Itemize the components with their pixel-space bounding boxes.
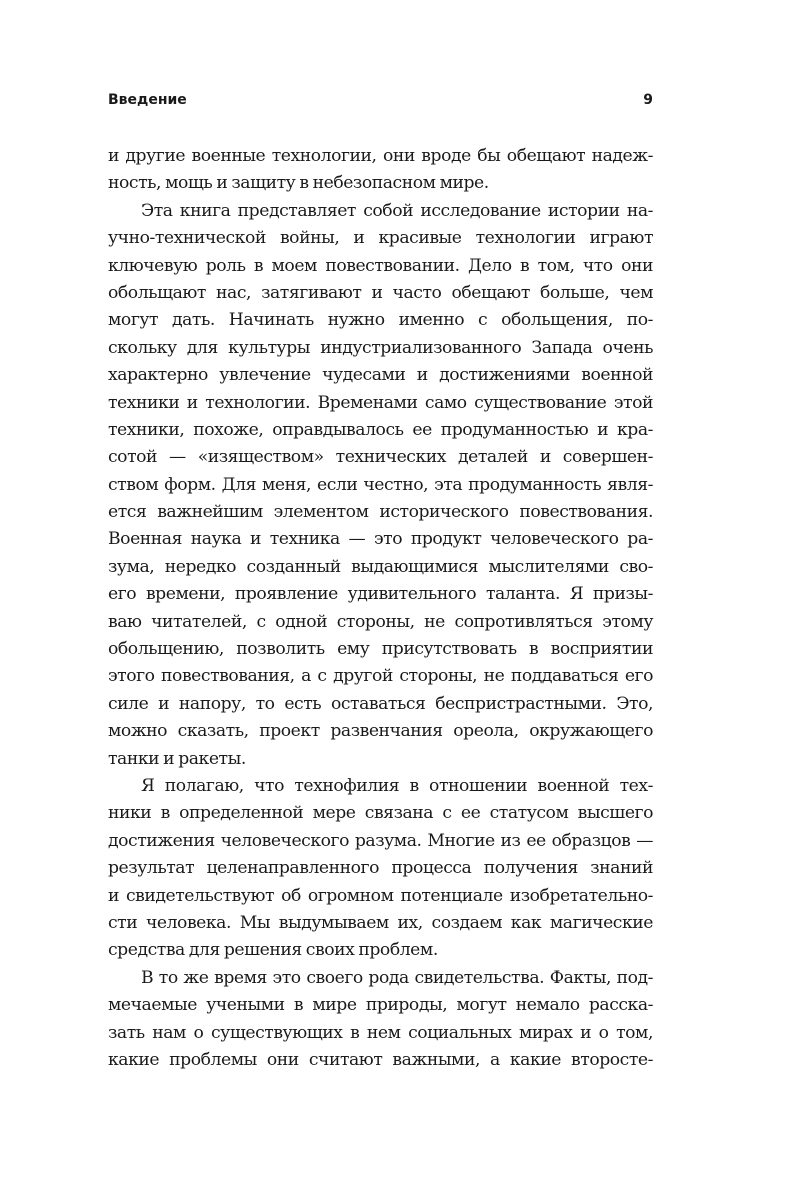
text-line: Военная наука и техника — это продукт человеческого ра- (108, 529, 653, 550)
text-line: достижения человеческого разума. Многие из ее образцов — (108, 830, 653, 851)
text-line: зума, нередко созданный выдающимися мыслителями сво- (108, 556, 653, 577)
text-line: результат целенаправленного процесса получения знаний (108, 858, 653, 879)
text-line: зать нам о существующих в нем социальных мирах и о том, (108, 1022, 653, 1043)
text-line: учно-технической войны, и красивые технологии играют (108, 228, 653, 249)
text-line: ники в определенной мере связана с ее статусом высшего (108, 803, 653, 824)
text-line: и другие военные технологии, они вроде бы обещают надеж- (108, 146, 653, 166)
text-line: скольку для культуры индустриализованного Запада очень (108, 337, 653, 358)
text-line: Я полагаю, что технофилия в отношении военной тех- (141, 775, 653, 796)
text-line: средства для решения своих проблем. (108, 940, 438, 961)
text-line: силе и напору, то есть оставаться беспристрастными. Это, (108, 693, 653, 714)
text-line: мечаемые учеными в мире природы, могут немало расска- (108, 995, 653, 1016)
text-line: ством форм. Для меня, если честно, эта продуманность явля- (108, 474, 653, 495)
text-line: В то же время это своего рода свидетельства. Факты, под- (141, 967, 653, 988)
text-line: обольщению, позволить ему присутствовать в восприятии (108, 639, 653, 660)
text-line: обольщают нас, затягивают и часто обещают больше, чем (108, 282, 653, 303)
paragraph (108, 773, 653, 965)
text-line: ность, мощь и защиту в небезопасном мире. (108, 173, 489, 194)
text-line: какие проблемы они считают важными, а какие второсте- (108, 1049, 653, 1070)
page-number: 9 (643, 92, 653, 108)
text-line: Эта книга представляет собой исследование истории на- (141, 200, 653, 221)
text-line: характерно увлечение чудесами и достижениями военной (108, 365, 653, 386)
text-line: можно сказать, проект развенчания ореола, окружающего (108, 721, 653, 742)
text-line: этого повествования, а с другой стороны, не поддаваться его (108, 666, 653, 687)
running-header (108, 92, 653, 112)
book-page (108, 0, 653, 1200)
text-line: и свидетельствуют об огромном потенциале изобретательно- (108, 885, 653, 906)
paragraph (108, 965, 653, 1075)
text-line: его времени, проявление удивительного таланта. Я призы- (108, 584, 653, 605)
text-line: техники, похоже, оправдывалось ее продуманностью и кра- (108, 419, 653, 440)
text-line: сти человека. Мы выдумываем их, создаем как магические (108, 912, 653, 933)
text-line: техники и технологии. Временами само существование этой (108, 392, 653, 413)
text-line: ваю читателей, с одной стороны, не сопротивляться этому (108, 611, 653, 632)
text-line: танки и ракеты. (108, 748, 246, 769)
text-line: сотой — «изяществом» технических деталей и совершен- (108, 447, 653, 468)
paragraph (108, 143, 653, 198)
body-text (108, 143, 653, 1074)
paragraph (108, 198, 653, 773)
text-line: ключевую роль в моем повествовании. Дело в том, что они (108, 255, 653, 276)
section-title: Введение (108, 92, 187, 108)
text-line: ется важнейшим элементом исторического повествования. (108, 502, 653, 523)
text-line: могут дать. Начинать нужно именно с обольщения, по- (108, 310, 653, 331)
